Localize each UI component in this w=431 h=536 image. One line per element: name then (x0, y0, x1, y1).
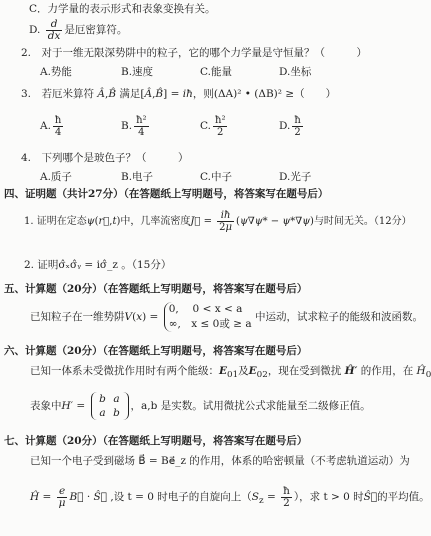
perturbation-matrix: b a a b (91, 392, 129, 420)
section-7-heading: 七、计算题（20分）（在答题纸上写明题号，将答案写在题号后） (4, 435, 308, 447)
q3-post: ，则 (192, 88, 214, 100)
calc-6-end: 的作用，在 (360, 365, 414, 377)
calc-6-prefix: 已知一体系未受微扰作用时有两个能级： (30, 365, 219, 377)
calc-6-line-2: 表象中H′ = b a a b，a,b 是实数。试用微扰公式求能量至二级修正值。 (30, 393, 371, 419)
q2-option-a: A.势能 (40, 66, 72, 78)
piecewise-potential (164, 302, 252, 332)
calc-7-middle: 设 t = 0 时电子的自旋向上（ (113, 491, 252, 503)
calc-6-line-2-post: ，a,b 是实数。试用微扰公式求能量至二级修正值。 (130, 400, 371, 412)
option-d-text: 是厄密算符。 (64, 24, 128, 36)
question-3: 3. 若厄米算符 Â,B̂ 满足[Â,B̂] = iħ，则(ΔA)² • (ΔB)² ≥（ ） (21, 88, 337, 100)
option-c-force-text: C．力学量的表示形式和表象变换有关。 (29, 3, 216, 15)
q2-option-b: B.速度 (121, 66, 154, 78)
q3-option-b: B. $\frac{\text{ħ²}}{4}$ (121, 114, 147, 138)
calc-5: 已知粒子在一维势阱V(x) = 0, 0 < x < a ∞, x ≤ 0或 ≥ a 中运动，试求粒子的能级和波函数。 (30, 303, 423, 330)
q3-option-a: A. $\frac{ħ}{4}$ (40, 114, 62, 138)
calc-6-line-2-prefix: 表象中 (30, 400, 62, 412)
question-2: 2. 对于一维无限深势阱中的粒子，它的哪个力学量是守恒量？（ ） (21, 47, 368, 59)
calc-7-post: ），求 t > 0 时 (293, 491, 364, 503)
calc-5-post: 中运动，试求粒子的能级和波函数。 (254, 311, 423, 323)
question-4: 4. 下列哪个是玻色子？（ ） (21, 152, 189, 164)
section-4-heading: 四、证明题（共计27分）（在答题纸上写明题号，将答案写在题号后） (4, 188, 329, 200)
q4-option-a: A.质子 (40, 171, 72, 183)
q3-prefix: 3. 若厄米算符 (21, 88, 95, 100)
proof-1-middle: 中，几率流密度 (120, 216, 191, 227)
q4-option-c: C.中子 (200, 171, 232, 183)
calc-6-line-1: 已知一体系未受微扰作用时有两个能级：$E_{01}$及$E_{02}$，现在受到微扰 Ĥ′ 的作用，在 $Ĥ_0$ (30, 365, 431, 381)
q4-option-d: D.光子 (279, 171, 312, 183)
calc-7-line-2: Ĥ = $\frac{e}{\mu}$ B⃗ · Ŝ⃗ ,设 t = 0 时电子的自旋向上（$S_z$ = $\frac{ħ}{2}$ ），求 t > 0 时Ŝ⃗的平均值。 (30, 484, 430, 509)
calc-5-prefix: 已知粒子在一维势阱 (30, 311, 125, 323)
q2-option-c: C.能量 (200, 66, 232, 78)
proof-1: 1. 证明在定态ψ(r⃗,t)中，几率流密度J⃗ = $\frac{iħ}{2\mu}$ (ψ∇ψ* − ψ*∇ψ)与时间无关。（12分） (24, 210, 412, 233)
q3-end: ≥（ ） (285, 88, 337, 100)
option-d-line: D. $\frac{d}{dx}$ 是厄密算符。 (29, 17, 128, 42)
section-6-heading: 六、计算题（20分）（在答题纸上写明题号，将答案写在题号后） (4, 345, 308, 357)
proof-2: 2. 证明σ̂ₓσ̂ᵧ = iσ̂_z 。（15分） (24, 259, 172, 271)
calc-7-end: 的平均值。 (377, 491, 430, 503)
calc-6-post: ，现在受到微扰 (267, 365, 342, 377)
q3-middle: 满足 (119, 88, 141, 100)
case-2: ∞, x ≤ 0或 ≥ a (168, 318, 252, 330)
proof-1-post: 与时间无关。（12分） (313, 216, 412, 227)
section-5-heading: 五、计算题（20分）（在答题纸上写明题号，将答案写在题号后） (4, 283, 308, 295)
case-1: 0, 0 < x < a (168, 303, 243, 315)
calc-7-line-1: 已知一个电子受到磁场 B⃗ = Be⃗_z 的作用，体系的哈密顿量（不考虑轨道运动）为 (30, 455, 410, 467)
q3-option-c: C. $\frac{\text{ħ²}}{2}$ (200, 114, 226, 138)
proof-1-prefix: 1. 证明在定态 (24, 216, 87, 227)
q4-option-b: B.电子 (121, 171, 154, 183)
q2-option-d: D.坐标 (279, 66, 312, 78)
q3-option-d: D. $\frac{ħ}{2}$ (279, 114, 301, 138)
